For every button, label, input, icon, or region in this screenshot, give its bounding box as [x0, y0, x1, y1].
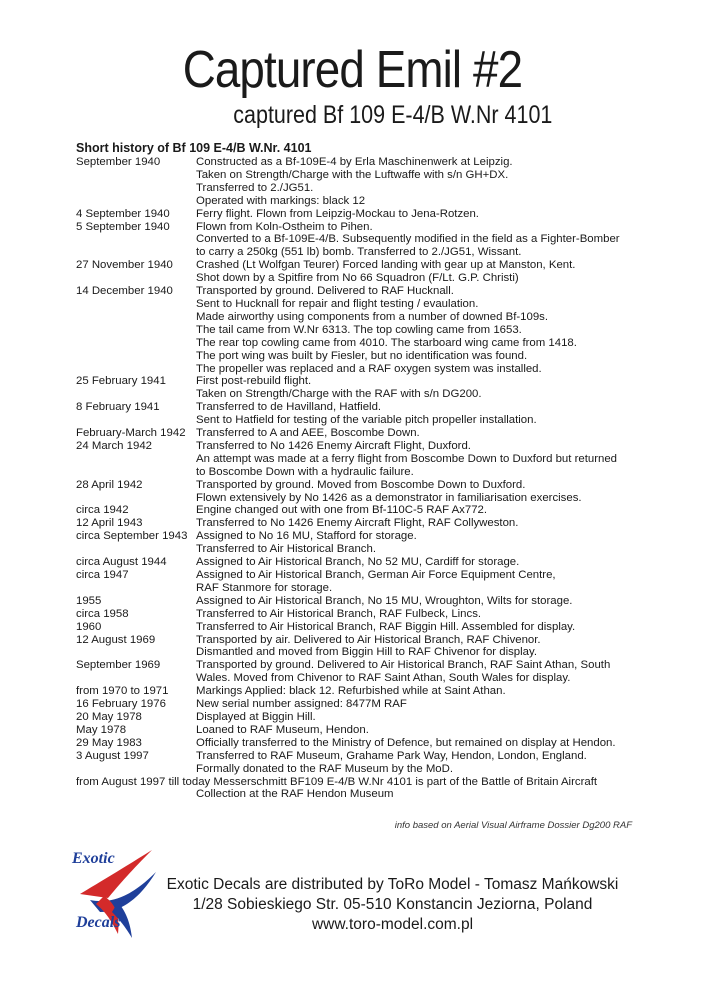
entry-date: circa 1958 [76, 607, 129, 620]
entry-date [76, 672, 196, 685]
history-entry-line [76, 324, 646, 337]
address-line: 1/28 Sobieskiego Str. 05-510 Konstancin Jeziorna, Poland [192, 896, 593, 913]
logo-text-bottom: Decals [76, 914, 121, 931]
entry-description: Flown extensively by No 1426 as a demonstrator in familiarisation exercises. [196, 491, 582, 504]
entry-description: to carry a 250kg (551 lb) bomb. Transferred to 2./JG51, Wissant. [196, 246, 522, 259]
entry-description: Engine changed out with one from Bf-110C-5 RAF Ax772. [196, 504, 488, 517]
entry-date: 12 August 1969 [76, 633, 156, 646]
entry-date [76, 272, 196, 285]
entry-description: The tail came from W.Nr 6313. The top cowling came from 1653. [196, 323, 522, 336]
entry-description: Transported by ground. Delivered to Air Historical Branch, RAF Saint Athan, South [196, 659, 611, 672]
entry-description: Transferred to Air Historical Branch, RAF Fulbeck, Lincs. [196, 607, 482, 620]
website-link[interactable]: www.toro-model.com.pl [311, 916, 474, 933]
entry-description: Transferred to No 1426 Enemy Aircraft Flight, Duxford. [196, 439, 471, 452]
history-entry-line [76, 375, 646, 388]
entry-date: circa August 1944 [76, 556, 167, 569]
entry-description: Sent to Hatfield for testing of the variable pitch propeller installation. [196, 414, 537, 427]
entry-description: Transported by air. Delivered to Air Historical Branch, RAF Chivenor. [196, 633, 541, 646]
history-entry-line [76, 504, 646, 517]
entry-date: 25 February 1941 [76, 375, 166, 388]
entry-date [76, 195, 196, 208]
source-credit: info based on Aerial Visual Airframe Dossier Dg200 RAF [394, 820, 632, 831]
entry-description: RAF Stanmore for storage. [196, 581, 333, 594]
history-entry-line [76, 453, 646, 466]
history-entry-line [76, 737, 646, 750]
page-subtitle: captured Bf 109 E-4/B W.Nr 4101 [233, 101, 553, 129]
history-entry-line [76, 569, 646, 582]
entry-date: 5 September 1940 [76, 220, 170, 233]
entry-description: Transferred to Air Historical Branch. [196, 543, 376, 556]
entry-date: 12 April 1943 [76, 517, 143, 530]
entry-description: Transferred to No 1426 Enemy Aircraft Flight, RAF Collyweston. [196, 517, 519, 530]
history-entry-line [76, 659, 646, 672]
entry-date: 16 February 1976 [76, 698, 166, 711]
entry-description: Ferry flight. Flown from Leipzig-Mockau to Jena-Rotzen. [196, 207, 479, 220]
history-entry-line [76, 634, 646, 647]
entry-date [76, 543, 196, 556]
entry-description: The rear top cowling came from 4010. The starboard wing came from 1418. [196, 336, 577, 349]
entry-description: Transported by ground. Moved from Boscombe Down to Duxford. [196, 478, 526, 491]
entry-date: February-March 1942 [76, 427, 186, 440]
entry-description: Assigned to Air Historical Branch, No 52 MU, Cardiff for storage. [196, 556, 520, 569]
entry-description: Dismantled and moved from Biggin Hill to RAF Chivenor for display. [196, 646, 538, 659]
entry-date [76, 350, 196, 363]
entry-date [76, 414, 196, 427]
entry-description: First post-rebuild flight. [196, 375, 312, 388]
entry-date [76, 298, 196, 311]
history-entry-line [76, 337, 646, 350]
history-entry-line [76, 595, 646, 608]
entry-description: The propeller was replaced and a RAF oxygen system was installed. [196, 362, 542, 375]
entry-date: 28 April 1942 [76, 478, 143, 491]
history-entry-line [76, 685, 646, 698]
history-entry-line [76, 195, 646, 208]
history-entry-line [76, 750, 646, 763]
entry-description: Wales. Moved from Chivenor to RAF Saint Athan, South Wales for display. [196, 672, 571, 685]
history-entry-line [76, 272, 646, 285]
final-history-line: from August 1997 till today Messerschmitt BF109 E-4/B W.Nr 4101 is part of the Battle of Britain Aircraft [76, 775, 598, 788]
entry-description: Officially transferred to the Ministry of Defence, but remained on display at Hendon. [196, 736, 616, 749]
entry-description: Transferred to RAF Museum, Grahame Park Way, Hendon, London, England. [196, 749, 587, 762]
distributor-line: Exotic Decals are distributed by ToRo Model - Tomasz Mańkowski [166, 876, 619, 893]
entry-date: circa 1942 [76, 504, 129, 517]
entry-date: 24 March 1942 [76, 439, 152, 452]
history-entry-line [76, 285, 646, 298]
history-entry-line [76, 556, 646, 569]
entry-description: Shot down by a Spitfire from No 66 Squadron (F/Lt. G.P. Christi) [196, 272, 519, 285]
entry-date: from 1970 to 1971 [76, 685, 169, 698]
history-entry-line [76, 169, 646, 182]
history-entry-line [76, 492, 646, 505]
history-entry-line [76, 646, 646, 659]
entry-date: 20 May 1978 [76, 710, 142, 723]
history-entry-line [76, 414, 646, 427]
section-heading: Short history of Bf 109 E-4/B W.Nr. 4101 [76, 141, 312, 155]
history-entry-line [76, 259, 646, 272]
history-entry-line [76, 466, 646, 479]
entry-description: Converted to a Bf-109E-4/B. Subsequently modified in the field as a Fighter-Bomber [196, 233, 620, 246]
entry-date: May 1978 [76, 723, 127, 736]
entry-date [76, 363, 196, 376]
final-history-line-cont: Collection at the RAF Hendon Museum [196, 788, 394, 801]
history-entry-line [76, 711, 646, 724]
entry-date: circa September 1943 [76, 530, 188, 543]
entry-date [76, 582, 196, 595]
history-entry-line [76, 182, 646, 195]
entry-description: Transferred to 2./JG51. [196, 181, 314, 194]
entry-date: 1960 [76, 620, 102, 633]
entry-description: Markings Applied: black 12. Refurbished while at Saint Athan. [196, 685, 506, 698]
history-entry-line [76, 763, 646, 776]
history-entry-line [76, 543, 646, 556]
entry-date: 27 November 1940 [76, 259, 173, 272]
page-title: Captured Emil #2 [182, 41, 523, 99]
entry-description: Constructed as a Bf-109E-4 by Erla Maschinenwerk at Leipzig. [196, 156, 513, 168]
history-entry-line [76, 427, 646, 440]
history-entry-line [76, 479, 646, 492]
entry-description: Assigned to Air Historical Branch, No 15 MU, Wroughton, Wilts for storage. [196, 594, 573, 607]
history-entry-line [76, 298, 646, 311]
entry-date [76, 466, 196, 479]
entry-date [76, 169, 196, 182]
history-entry-line [76, 401, 646, 414]
entry-description: Made airworthy using components from a number of downed Bf-109s. [196, 310, 549, 323]
entry-date: 4 September 1940 [76, 207, 170, 220]
history-entry-line [76, 311, 646, 324]
entry-date [76, 311, 196, 324]
entry-date [76, 182, 196, 195]
entry-description: Sent to Hucknall for repair and flight testing / evaulation. [196, 297, 479, 310]
history-entry-line [76, 582, 646, 595]
entry-date: 14 December 1940 [76, 285, 173, 298]
entry-description: Transferred to A and AEE, Boscombe Down. [196, 427, 420, 440]
entry-description: Assigned to Air Historical Branch, German Air Force Equipment Centre, [196, 569, 556, 581]
entry-date [76, 246, 196, 259]
entry-date: September 1940 [76, 156, 161, 168]
history-entry-line [76, 350, 646, 363]
history-entry-line [76, 672, 646, 685]
entry-date: circa 1947 [76, 569, 129, 581]
history-entry-line [76, 621, 646, 634]
entry-description: to Boscombe Down with a hydraulic failure. [196, 465, 414, 478]
history-entry-line [76, 440, 646, 453]
entry-date [76, 763, 196, 776]
history-entry-line [76, 221, 646, 234]
entry-date [76, 324, 196, 337]
history-entry-line [76, 724, 646, 737]
history-entry-line [76, 517, 646, 530]
entry-date: 8 February 1941 [76, 401, 160, 414]
distributor-info [140, 875, 645, 935]
entry-description: Formally donated to the RAF Museum by the MoD. [196, 762, 454, 775]
entry-description: Taken on Strength/Charge with the Luftwaffe with s/n GH+DX. [196, 168, 509, 181]
entry-description: Transferred to Air Historical Branch, RAF Biggin Hill. Assembled for display. [196, 620, 576, 633]
entry-date: 3 August 1997 [76, 749, 149, 762]
entry-description: Flown from Koln-Ostheim to Pihen. [196, 220, 373, 233]
entry-date [76, 337, 196, 350]
entry-description: Transported by ground. Delivered to RAF Hucknall. [196, 285, 454, 298]
entry-date [76, 646, 196, 659]
history-entry-line [76, 156, 646, 169]
entry-description: Taken on Strength/Charge with the RAF with s/n DG200. [196, 388, 482, 401]
history-entry-line [76, 388, 646, 401]
entry-date [76, 388, 196, 401]
entry-description: Transferred to de Havilland, Hatfield. [196, 401, 382, 414]
history-timeline [76, 156, 646, 801]
entry-description: Assigned to No 16 MU, Stafford for storage. [196, 530, 417, 543]
entry-description: An attempt was made at a ferry flight from Boscombe Down to Duxford but returned [196, 452, 618, 465]
history-entry-line [76, 233, 646, 246]
logo-text-top: Exotic [72, 850, 115, 867]
entry-description: Loaned to RAF Museum, Hendon. [196, 723, 369, 736]
entry-description: Crashed (Lt Wolfgan Teurer) Forced landing with gear up at Manston, Kent. [196, 259, 576, 272]
entry-date [76, 492, 196, 505]
entry-description: The port wing was built by Fiesler, but no identification was found. [196, 349, 528, 362]
entry-date [76, 453, 196, 466]
entry-description: Operated with markings: black 12 [196, 194, 366, 207]
entry-description: New serial number assigned: 8477M RAF [196, 698, 407, 711]
entry-date: 1955 [76, 594, 102, 607]
entry-date: September 1969 [76, 659, 161, 672]
history-entry-line [76, 608, 646, 621]
history-entry-line [76, 208, 646, 221]
entry-date [76, 233, 196, 246]
history-entry-line [76, 698, 646, 711]
history-entry-line [76, 363, 646, 376]
history-entry-line [76, 530, 646, 543]
entry-description: Displayed at Biggin Hill. [196, 710, 316, 723]
history-entry-line [76, 246, 646, 259]
entry-date: 29 May 1983 [76, 736, 142, 749]
